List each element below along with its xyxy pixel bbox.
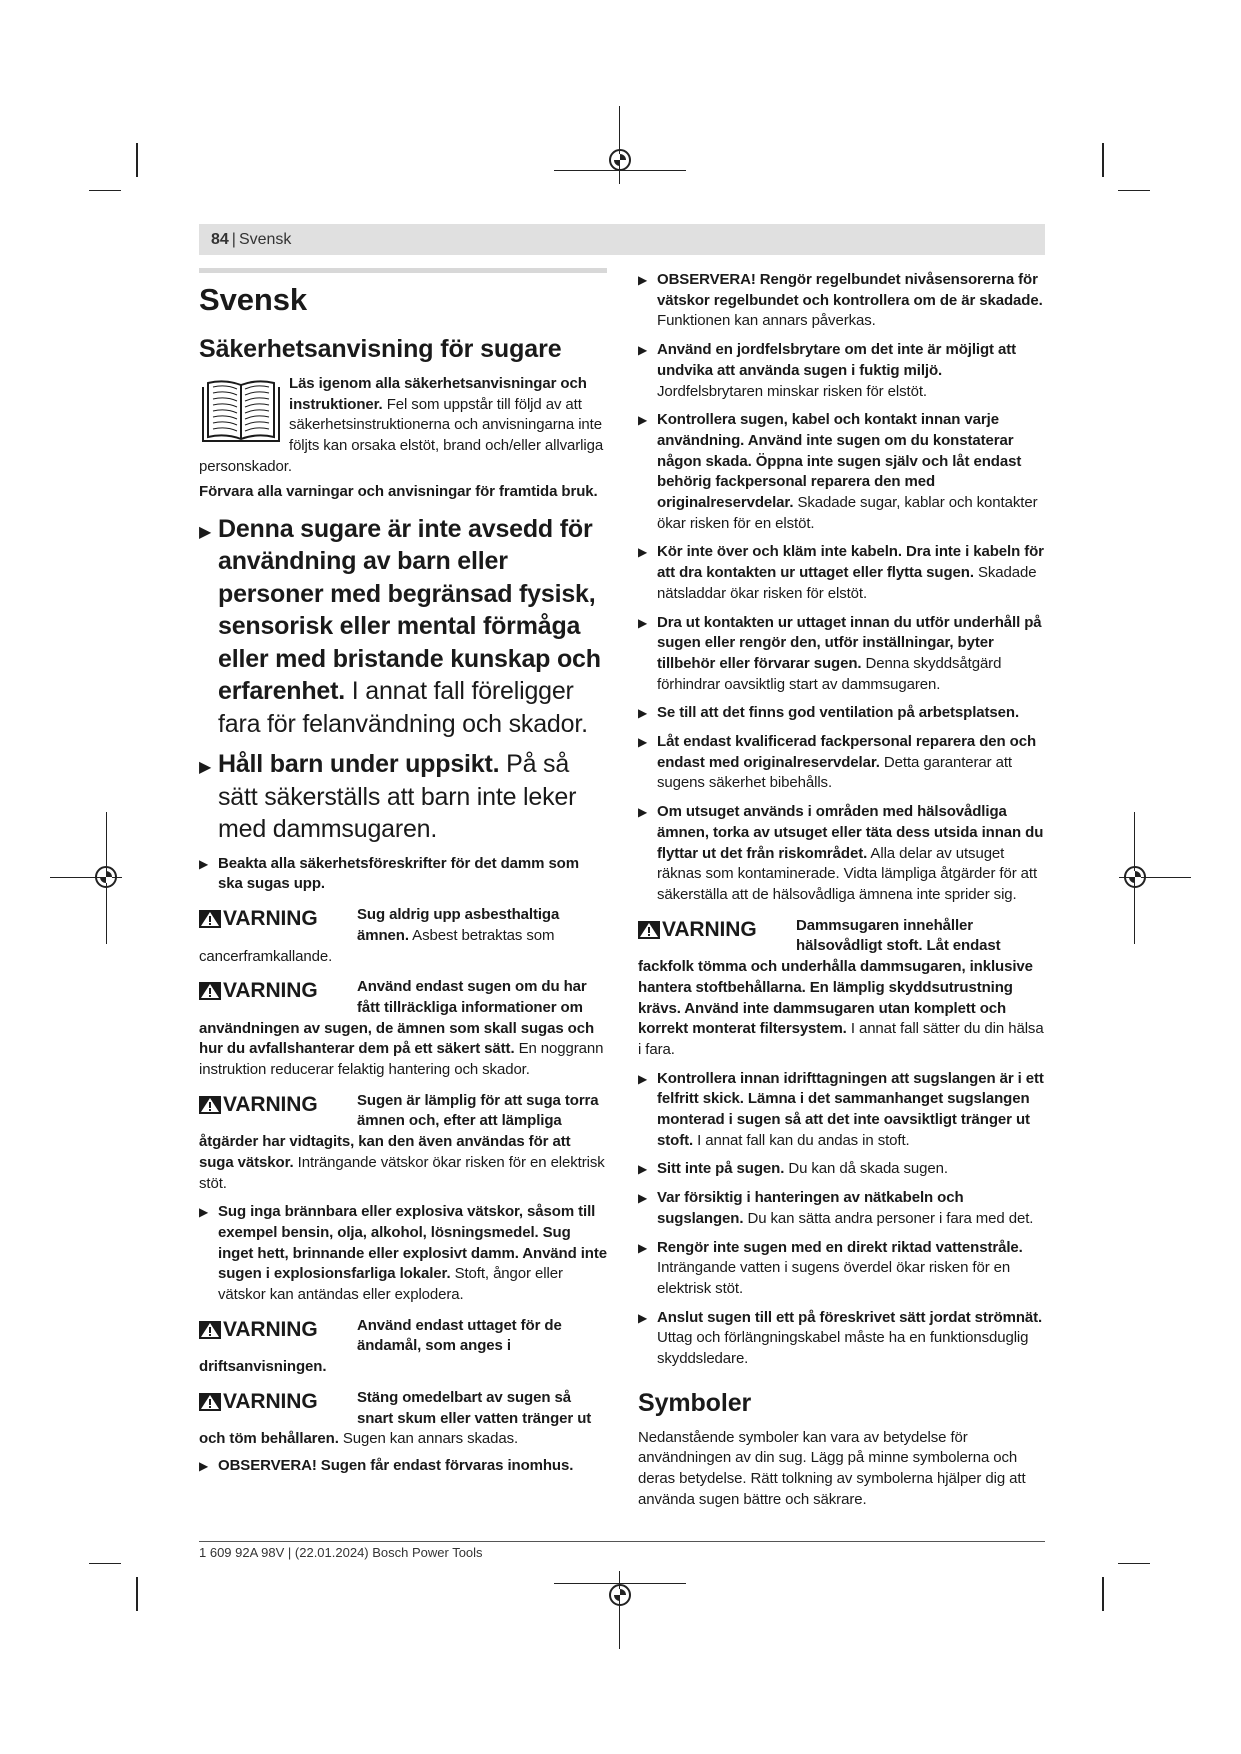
bullet-children <box>199 513 607 741</box>
bullet-text: Du kan sätta andra personer i fara med det. <box>743 1209 1034 1227</box>
bullet-bold: Denna sugare är inte avsedd för användning av barn eller personer med begränsad fysisk, sensorisk eller mental förmåga eller med bristande kunskap och erfarenhet. <box>218 514 601 706</box>
page-number: 84 <box>211 231 229 248</box>
bullet-text: Funktionen kan annars påverkas. <box>657 312 876 330</box>
bullet-bold: Sitt inte på sugen. <box>657 1160 785 1178</box>
bullet-text: Denna skyddsåtgärd förhindrar oavsiktlig start av dammsugaren. <box>657 654 1002 693</box>
footer-rule <box>199 1541 1045 1542</box>
warning-bold: Dammsugaren innehåller hälsovådligt stoft. Låt endast fackfolk tömma och underhålla dammsugaren, inklusive hantera stoftbehållarna. En lämplig skyddsutrustning krävs. Använd inte dammsugaren utan komplett och korrekt monterat filtersystem. <box>638 916 1033 1038</box>
bullet-unplug <box>638 613 1047 696</box>
bullet-inspect <box>638 410 1047 534</box>
bullet-bold: Kontrollera sugen, kabel och kontakt innan varje användning. Använd inte sugen om du konstaterar någon skada. Öppna inte sugen själv och låt endast behörig fackpersonal reparera den med originalreservdelar. <box>657 411 1022 512</box>
warning-text: VARNING <box>662 917 757 941</box>
warning-detail: Asbest betraktas som cancerframkallande. <box>199 926 555 965</box>
warning-text: VARNING <box>223 1317 318 1341</box>
bullet-bold: Om utsuget används i områden med hälsovådliga ämnen, torka av utsuget eller täta dess utsida innan du flyttar ut det från riskområdet. <box>657 803 1044 862</box>
bullet-hose <box>638 1069 1047 1152</box>
left-column <box>199 272 607 1485</box>
bullet-bold: Sug inga brännbara eller explosiva vätskor, såsom till exempel bensin, olja, alkohol, lösningsmedel. Sug inget hett, brinnande eller explosivt damm. Använd inte sugen i explosionsfarliga lokaler. <box>218 1203 608 1283</box>
crop-mark <box>1102 143 1104 177</box>
header-section: Svensk <box>238 231 292 248</box>
bullet-bold: Se till att det finns god ventilation på arbetsplatsen. <box>657 704 1020 722</box>
warning-label <box>199 977 357 1003</box>
warning-foam <box>199 1388 607 1450</box>
bullet-bold: OBSERVERA! Sugen får endast förvaras inomhus. <box>218 1456 574 1474</box>
bullet-repair <box>638 732 1047 794</box>
bullet-bold: Håll barn under uppsikt. <box>218 750 500 779</box>
bullet-water-jet <box>638 1238 1047 1300</box>
bullet-cable <box>638 542 1047 604</box>
bullet-text: I annat fall kan du andas in stoft. <box>693 1131 910 1149</box>
symbols-title: Symboler <box>638 1388 752 1417</box>
bullet-bold: Rengör inte sugen med en direkt riktad vattenstråle. <box>657 1238 1023 1256</box>
warning-detail: I annat fall sätter du din hälsa i fara. <box>638 1020 1044 1058</box>
bullet-bold: Använd en jordfelsbrytare om det inte är möjligt att undvika att använda sugen i fuktig miljö. <box>657 341 1017 379</box>
bullet-bold: Låt endast kvalificerad fackpersonal reparera den och endast med originalreservdelar. <box>657 733 1037 771</box>
keep-instructions: Förvara alla varningar och anvisningar för framtida bruk. <box>199 483 598 500</box>
crop-mark <box>1118 190 1150 191</box>
registration-mark-icon <box>609 149 631 171</box>
warning-triangle-icon <box>199 1096 221 1114</box>
bullet-sit <box>638 1159 1047 1180</box>
bullet-bold: Kontrollera innan idrifttagningen att sugslangen är i ett felfritt skick. Lämna i det sammanhanget sugslangen monterad i sugen så att det inte oavsiktligt tränger ut stoft. <box>657 1069 1044 1149</box>
warning-text: VARNING <box>223 907 318 931</box>
intro-text: Fel som uppstår till följd av att säkerhetsinstruktionerna och anvisningarna inte följts kan orsaka elstöt, brand och/eller allvarliga personskador. <box>199 395 604 475</box>
bullet-text: Stoft, ångor eller vätskor kan antändas eller explodera. <box>218 1265 563 1304</box>
bullet-bold: Kör inte över och kläm inte kabeln. Dra inte i kabeln för att dra kontakten ur uttaget eller flytta sugen. <box>657 543 1044 582</box>
bullet-ventilation <box>638 703 1047 724</box>
registration-line <box>619 106 620 184</box>
bullet-bold: Var försiktig i hanteringen av nätkabeln och sugslangen. <box>657 1189 964 1227</box>
page-header <box>199 224 1045 255</box>
crop-mark <box>89 190 121 191</box>
warning-detail: En noggrann instruktion reducerar felaktig hantering och skador. <box>199 1040 604 1079</box>
page-footer: 1 609 92A 98V | (22.01.2024) Bosch Power Tools <box>199 1545 483 1560</box>
right-column <box>638 270 1047 1513</box>
page-title: Svensk <box>199 282 307 317</box>
crop-mark <box>1102 1577 1104 1611</box>
bullet-bold: OBSERVERA! Rengör regelbundet nivåsensorerna för vätskor regelbundet och kontrollera om de är skadade. <box>657 271 1043 309</box>
warning-bold: Stäng omedelbart av sugen så snart skum eller vatten tränger ut och töm behållaren. <box>199 1388 592 1448</box>
warning-triangle-icon <box>199 910 221 928</box>
bullet-text: Uttag och förlängningskabel måste ha en funktionsduglig skyddsledare. <box>657 1329 1029 1368</box>
registration-mark-icon <box>95 866 117 888</box>
bullet-flammable <box>199 1202 607 1306</box>
warning-text: VARNING <box>223 979 318 1003</box>
bullet-text: Du kan då skada sugen. <box>784 1160 948 1178</box>
warning-detail: Sugen kan annars skadas. <box>338 1430 519 1448</box>
crop-mark <box>136 143 138 177</box>
warning-outlet <box>199 1316 607 1378</box>
warning-triangle-icon <box>199 1393 221 1411</box>
warning-triangle-icon <box>199 1321 221 1339</box>
bullet-indoor <box>199 1456 607 1477</box>
warning-bold: Använd endast sugen om du har fått tillräckliga informationer om användningen av sugen, de ämnen som skall sugas och hur du avfallshanterar dem på ett säkert sätt. <box>199 978 595 1058</box>
warning-label <box>199 905 357 931</box>
intro-bold: Läs igenom alla säkerhetsanvisningar och instruktioner. <box>289 375 587 413</box>
bullet-text: Detta garanterar att sugens säkerhet bibehålls. <box>657 753 1012 792</box>
bullet-text: Alla delar av utsuget räknas som kontaminerade. Vidta lämpliga åtgärder för att säkerställa att de hälsovådliga ämnena inte sprider sig. <box>657 844 1038 903</box>
warning-detail: Inträngande vätskor ökar risken för en elektrisk stöt. <box>199 1153 605 1192</box>
bullet-grounded <box>638 1308 1047 1370</box>
section-title: Säkerhetsanvisning för sugare <box>199 335 562 363</box>
book-icon <box>199 377 283 449</box>
bullet-bold: Anslut sugen till ett på föreskrivet sätt jordat strömnät. <box>657 1308 1043 1326</box>
warning-bold: Använd endast uttaget för de ändamål, som anges i driftsanvisningen. <box>199 1316 562 1376</box>
bullet-text: Jordfelsbrytaren minskar risken för elstöt. <box>657 382 927 400</box>
header-separator: | <box>231 231 236 248</box>
warning-triangle-icon <box>638 921 660 939</box>
warning-asbestos <box>199 905 607 967</box>
symbols-text: Nedanstående symboler kan vara av betydelse för användningen av din sug. Lägg på minne symbolerna och deras betydelse. Rätt tolkning av symbolerna hjälper dig att använda sugen bättre och säkrare. <box>638 1428 1026 1508</box>
bullet-careful <box>638 1188 1047 1229</box>
crop-mark <box>136 1577 138 1611</box>
warning-liquids <box>199 1091 607 1195</box>
bullet-hazardous <box>638 802 1047 906</box>
warning-bold: Sug aldrig upp asbesthaltiga ämnen. <box>357 906 560 944</box>
bullet-text: I annat fall föreligger fara för felanvändning och skador. <box>218 677 588 738</box>
bullet-text: På så sätt säkerställs att barn inte leker med dammsugaren. <box>218 750 577 844</box>
warning-label <box>638 916 796 942</box>
warning-bold: Sugen är lämplig för att suga torra ämnen och, efter att lämpliga åtgärder har vidtagits, kan den även användas för att suga vätskor. <box>199 1091 599 1171</box>
bullet-bold: Dra ut kontakten ur uttaget innan du utför underhåll på sugen eller rengör den, utför inställningar, byter tillbehör eller förvarar sugen. <box>657 613 1042 672</box>
bullet-rcd <box>638 340 1047 402</box>
intro-block <box>199 374 607 482</box>
bullet-bold: Beakta alla säkerhetsföreskrifter för det damm som ska sugas upp. <box>218 854 579 893</box>
bullet-text: Skadade sugar, kablar och kontakter ökar risken för en elstöt. <box>657 494 1038 532</box>
crop-mark <box>89 1563 121 1564</box>
bullet-supervise <box>199 748 607 846</box>
warning-label <box>199 1388 357 1414</box>
warning-information <box>199 977 607 1081</box>
bullet-dust <box>199 854 607 895</box>
registration-mark-icon <box>1124 866 1146 888</box>
warning-label <box>199 1316 357 1342</box>
warning-text: VARNING <box>223 1389 318 1413</box>
bullet-text: Inträngande vatten i sugens överdel ökar risken för en elektrisk stöt. <box>657 1259 1011 1297</box>
warning-dust <box>638 916 1047 1061</box>
warning-text: VARNING <box>223 1092 318 1116</box>
bullet-level-sensors <box>638 270 1047 332</box>
bullet-text: Skadade nätsladdar ökar risken för elstöt. <box>657 564 1037 602</box>
crop-mark <box>1118 1563 1150 1564</box>
registration-mark-icon <box>609 1584 631 1606</box>
warning-label <box>199 1091 357 1117</box>
warning-triangle-icon <box>199 982 221 1000</box>
